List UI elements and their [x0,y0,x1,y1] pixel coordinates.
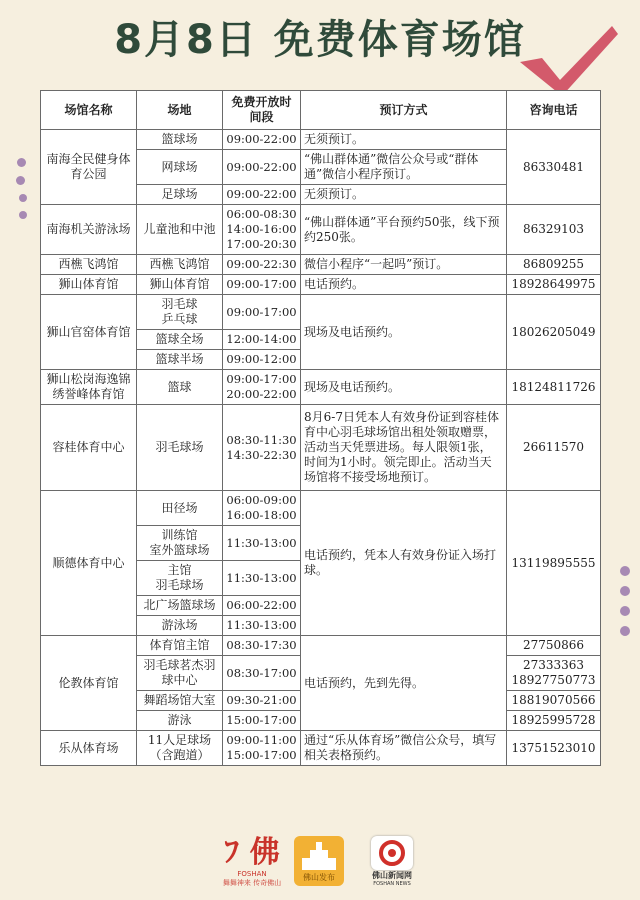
time-slot-cell: 09:00-11:00 15:00-17:00 [223,731,301,766]
time-slot-cell: 09:30-21:00 [223,691,301,711]
venue-table [40,90,601,766]
table-header-row [41,91,601,130]
facility-cell: 训练馆 室外篮球场 [137,526,223,561]
foshan-release-logo: 佛山发布 [294,836,344,886]
facility-cell: 11人足球场（含跑道） [137,731,223,766]
time-slot-cell: 11:30-13:00 [223,526,301,561]
venue-name-cell: 伦教体育馆 [41,636,137,731]
facility-cell: 西樵飞鸿馆 [137,255,223,275]
time-slot-cell: 09:00-22:00 [223,150,301,185]
facility-cell: 篮球场 [137,130,223,150]
facility-cell: 狮山体育馆 [137,275,223,295]
venue-name-cell: 狮山官窑体育馆 [41,295,137,370]
phone-cell: 18928649975 [507,275,601,295]
booking-method-cell: 电话预约，先到先得。 [301,636,507,731]
time-slot-cell: 08:30-11:30 14:30-22:30 [223,405,301,491]
phone-cell: 86330481 [507,130,601,205]
venue-name-cell: 顺德体育中心 [41,491,137,636]
facility-cell: 体育馆主馆 [137,636,223,656]
facility-cell: 游泳 [137,711,223,731]
booking-method-cell: 通过“乐从体育场”微信公众号，填写相关表格预约。 [301,731,507,766]
phone-cell: 86809255 [507,255,601,275]
foshan-news-logo: 佛山新闻网 FOSHAN NEWS [366,836,418,887]
booking-method-cell: 无须预订。 [301,130,507,150]
decorative-dots-right [620,566,630,646]
facility-cell: 篮球半场 [137,350,223,370]
booking-method-cell: 8月6-7日凭本人有效身份证到容桂体育中心羽毛球场馆出租处领取赠票，活动当天凭票进场。每人限领1张，时间为1小时。领完即止。活动当天场馆将不接受场地预订。 [301,405,507,491]
time-slot-cell: 09:00-12:00 [223,350,301,370]
page-title: 8月8日 免费体育场馆 [114,17,526,63]
phone-cell: 18819070566 [507,691,601,711]
facility-cell: 田径场 [137,491,223,526]
phone-cell: 27750866 [507,636,601,656]
facility-cell: 北广场篮球场 [137,596,223,616]
booking-method-cell: 现场及电话预约。 [301,370,507,405]
facility-cell: 羽毛球场 [137,405,223,491]
booking-method-cell: “佛山群体通”微信公众号或“群体通”微信小程序预订。 [301,150,507,185]
phone-cell: 13119895555 [507,491,601,636]
facility-cell: 舞蹈场馆大室 [137,691,223,711]
header-time: 免费开放时间段 [223,91,301,130]
checkmark-icon [512,18,622,98]
table-row [41,295,601,330]
time-slot-cell: 06:00-22:00 [223,596,301,616]
time-slot-cell: 09:00-22:00 [223,130,301,150]
phone-cell: 18124811726 [507,370,601,405]
header-venue: 场馆名称 [41,91,137,130]
table-row [41,255,601,275]
venue-name-cell: 狮山体育馆 [41,275,137,295]
time-slot-cell: 09:00-22:30 [223,255,301,275]
booking-method-cell: 微信小程序“一起吗”预订。 [301,255,507,275]
phone-cell: 13751523010 [507,731,601,766]
time-slot-cell: 06:00-09:00 16:00-18:00 [223,491,301,526]
venue-name-cell: 狮山松岗海逸锦绣誉峰体育馆 [41,370,137,405]
news-icon [371,836,413,870]
facility-cell: 篮球全场 [137,330,223,350]
phone-cell: 18026205049 [507,295,601,370]
facility-cell: 羽毛球 乒乓球 [137,295,223,330]
venue-name-cell: 西樵飞鸿馆 [41,255,137,275]
table-row [41,130,601,150]
facility-cell: 篮球 [137,370,223,405]
footer-logos [0,836,640,896]
foshan-brand-logo: ﾌ 佛 FOSHAN 舞舞神来 传奇佛山 [222,835,282,887]
facility-cell: 游泳场 [137,616,223,636]
time-slot-cell: 11:30-13:00 [223,616,301,636]
table-row [41,405,601,491]
phone-cell: 27333363 18927750773 [507,656,601,691]
time-slot-cell: 11:30-13:00 [223,561,301,596]
table-row [41,370,601,405]
header-phone: 咨询电话 [507,91,601,130]
booking-method-cell: “佛山群体通”平台预约50张，线下预约250张。 [301,205,507,255]
time-slot-cell: 06:00-08:30 14:00-16:00 17:00-20:30 [223,205,301,255]
facility-cell: 儿童池和中池 [137,205,223,255]
venue-name-cell: 南海全民健身体育公园 [41,130,137,205]
facility-cell: 网球场 [137,150,223,185]
table-row [41,731,601,766]
decorative-dots-left [16,158,27,228]
time-slot-cell: 08:30-17:30 [223,636,301,656]
table-row [41,205,601,255]
venue-name-cell: 南海机关游泳场 [41,205,137,255]
table-row [41,275,601,295]
time-slot-cell: 09:00-17:00 20:00-22:00 [223,370,301,405]
time-slot-cell: 09:00-17:00 [223,295,301,330]
booking-method-cell: 无须预订。 [301,185,507,205]
header-facility: 场地 [137,91,223,130]
table-row [41,636,601,656]
time-slot-cell: 09:00-22:00 [223,185,301,205]
phone-cell: 18925995728 [507,711,601,731]
facility-cell: 足球场 [137,185,223,205]
time-slot-cell: 15:00-17:00 [223,711,301,731]
time-slot-cell: 09:00-17:00 [223,275,301,295]
venue-name-cell: 容桂体育中心 [41,405,137,491]
building-icon [294,836,344,874]
booking-method-cell: 电话预约，凭本人有效身份证入场打球。 [301,491,507,636]
time-slot-cell: 12:00-14:00 [223,330,301,350]
time-slot-cell: 08:30-17:00 [223,656,301,691]
facility-cell: 羽毛球茗杰羽球中心 [137,656,223,691]
table-row [41,491,601,526]
phone-cell: 86329103 [507,205,601,255]
phone-cell: 26611570 [507,405,601,491]
booking-method-cell: 现场及电话预约。 [301,295,507,370]
venue-name-cell: 乐从体育场 [41,731,137,766]
facility-cell: 主馆 羽毛球场 [137,561,223,596]
booking-method-cell: 电话预约。 [301,275,507,295]
header-booking: 预订方式 [301,91,507,130]
